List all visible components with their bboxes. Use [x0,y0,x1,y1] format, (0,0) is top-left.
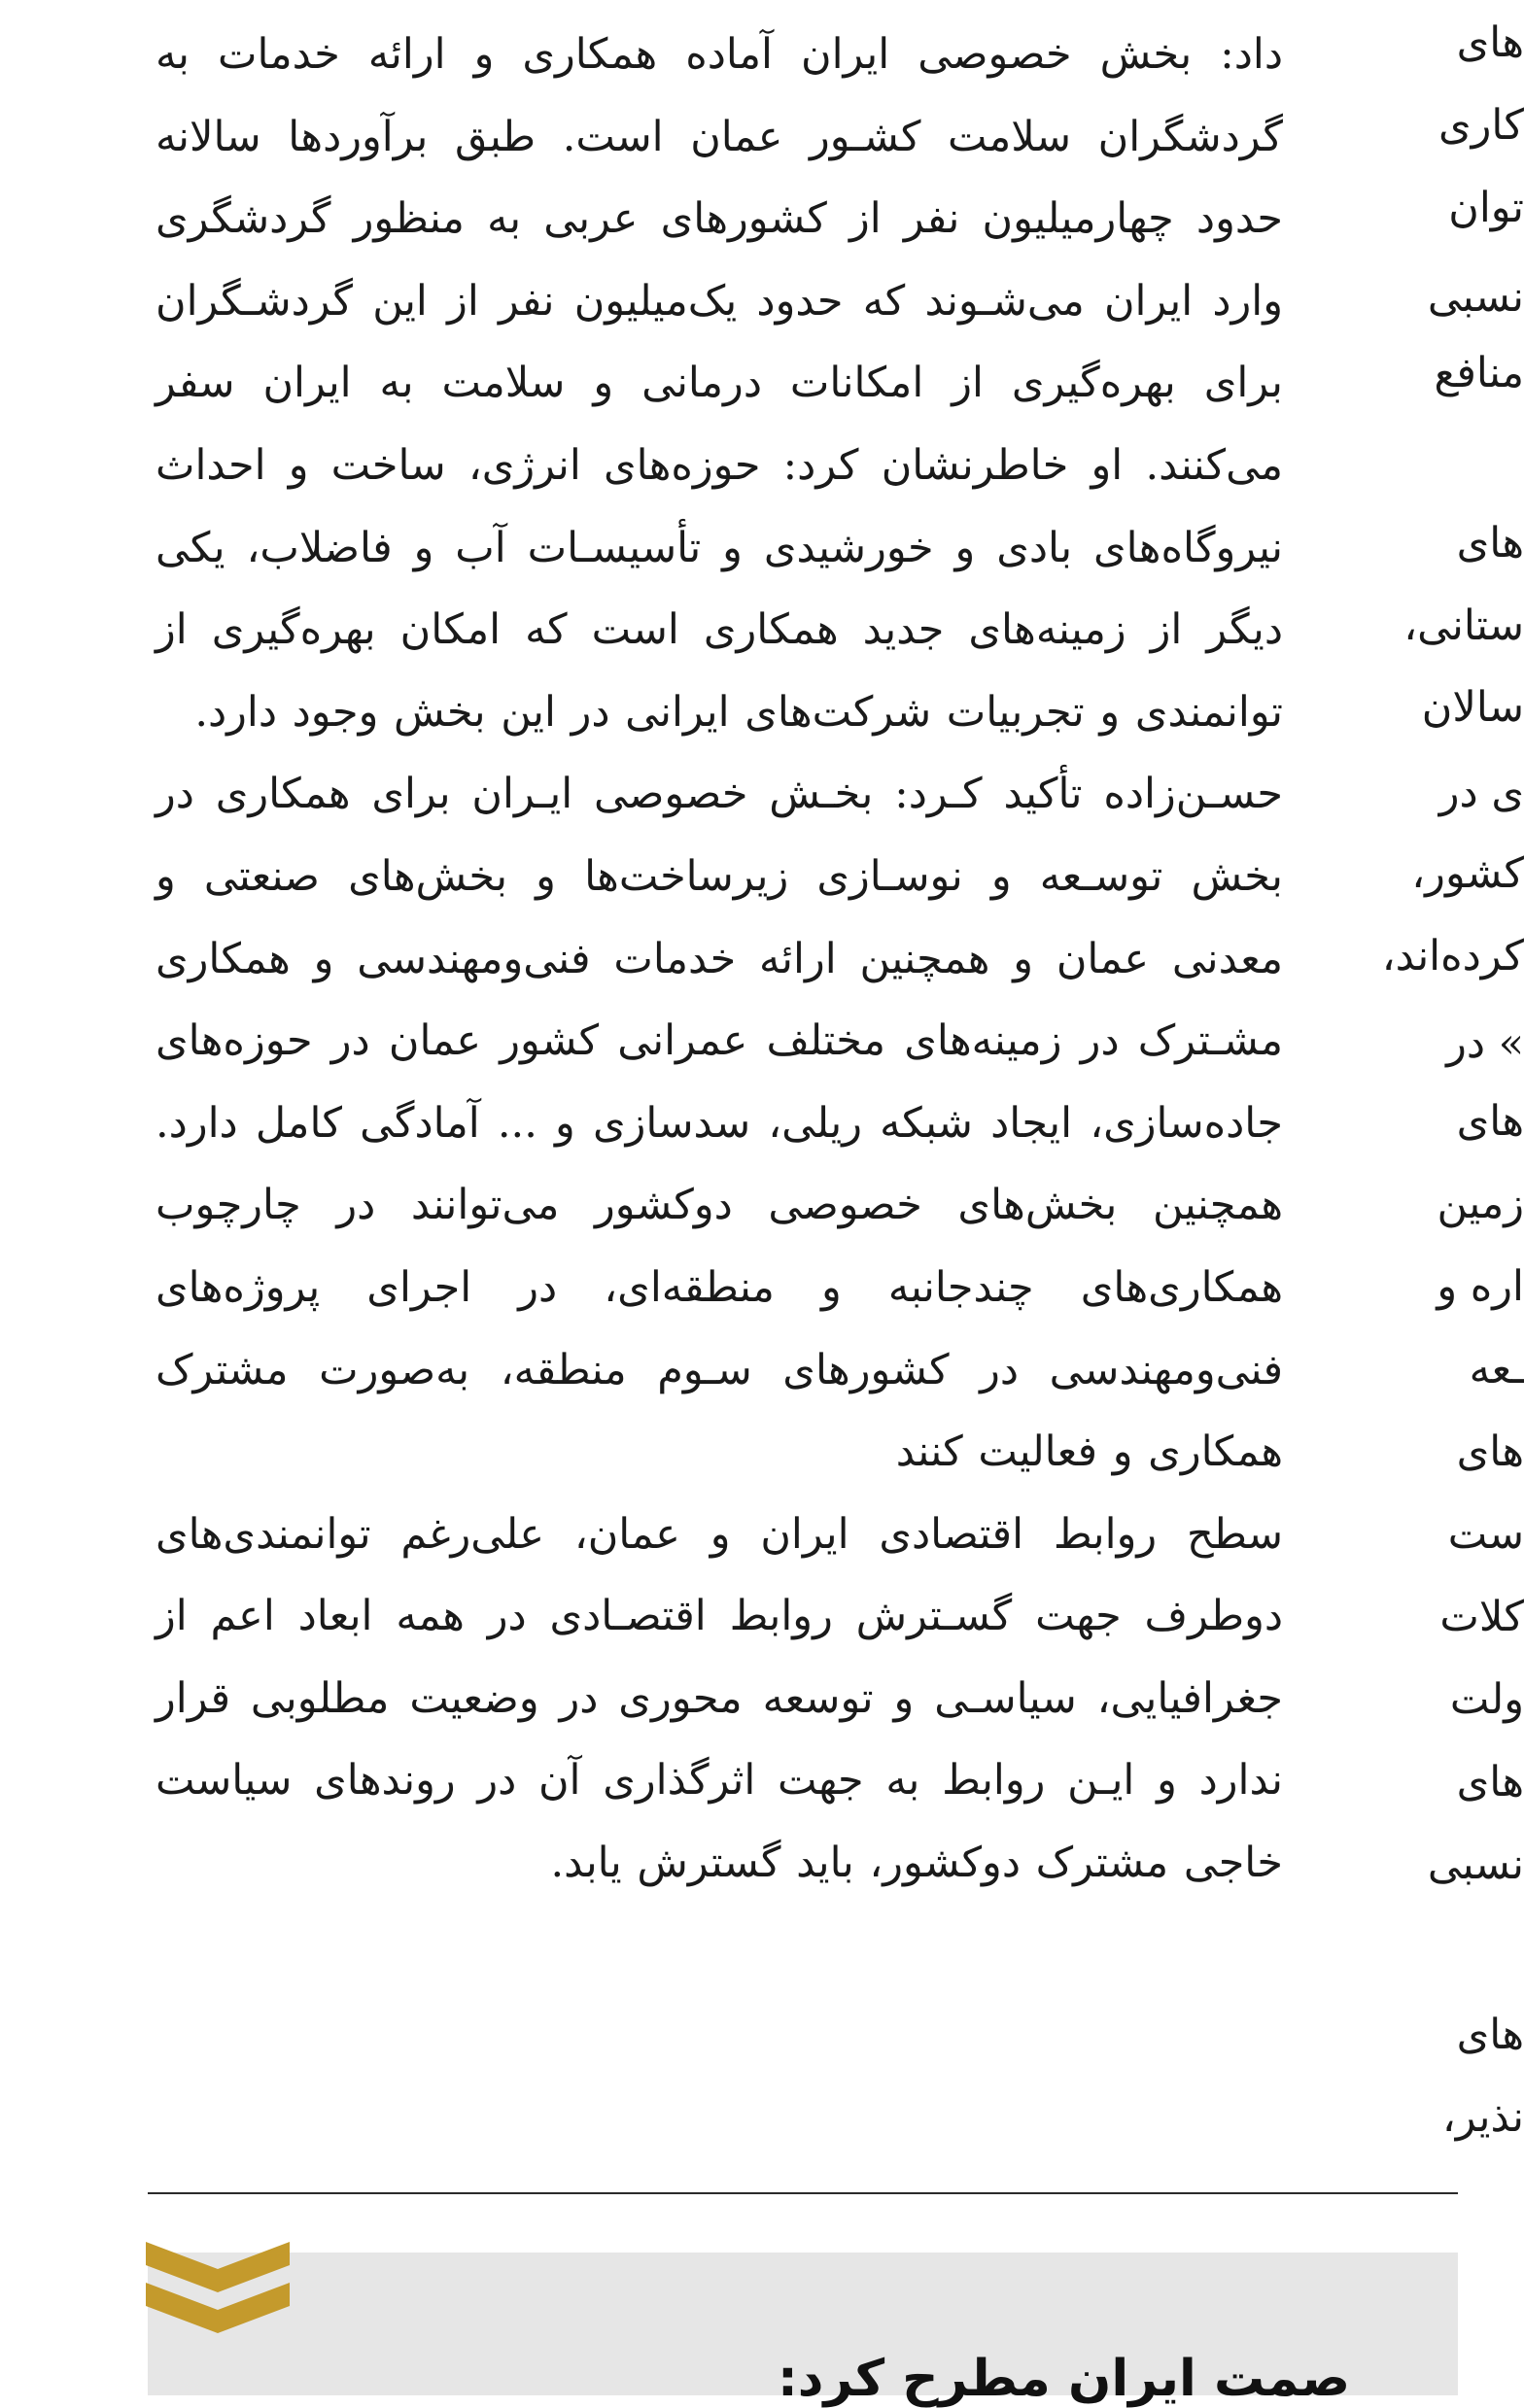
side-line: نسبی [1427,1840,1524,1889]
double-chevron-down-icon [146,2240,290,2337]
side-line: ولت [1449,1675,1524,1724]
side-line: های [1456,519,1524,568]
side-line: های [1456,1758,1524,1806]
side-line: های [1456,1428,1524,1476]
side-line: منافع [1434,349,1524,397]
side-line: ستانی، [1403,602,1524,650]
side-line: نذیر، [1441,2093,1524,2142]
side-line: اره و [1437,1262,1524,1311]
side-line: کشور، [1411,849,1524,898]
side-line: کرده‌اند، [1381,932,1524,980]
side-line: ی در [1438,769,1524,817]
side-line: کاری [1438,101,1524,150]
side-line: های [1456,1097,1524,1146]
side-line: زمین [1437,1180,1524,1228]
main-article-column [156,14,1283,1905]
side-line: » در [1446,1019,1524,1068]
related-article-heading [778,2350,1458,2408]
side-line: های [1456,2011,1524,2059]
paragraph-infrastructure-cooperation: حسـن‌زاده تأکید کـرد: بخـش خصوصی ایـران برای همکاری در بخش توسـعه و نوسـازی زیرساخت‌ها و بخش‌های صنعتی و معدنی عمان و همچنین ارائه خدمات فنی‌ومهندسی و همکاری مشـترک در زمینه‌های مختلف عمرانی کشور عمان در حوزه‌های جاده‌سازی، ایجاد شبکه ریلی، سدسازی و ... آمادگی کامل دارد. همچنین بخش‌های خصوصی دوکشور می‌توانند در چارچوب همکاری‌های چندجانبه و منطقه‌ای، در اجرای پروژه‌های فنی‌ومهندسی در کشورهای سـوم منطقه، به‌صورت مشترک همکاری و فعالیت کنند [156,770,1283,1477]
adjacent-column-cropped [1368,14,1524,2210]
side-line: های [1456,18,1524,67]
side-line: ست [1447,1510,1524,1559]
paragraph-health-tourism: داد: بخش خصوصی ایران آماده همکاری و ارائه خدمات به گردشگران سلامت کشـور عمان است. طبق برآوردها سالانه حدود چهارمیلیون نفر از کشورهای عربی به منظور گردشگری وارد ایران می‌شـوند که حدود یک‌میلیون نفر از این گردشـگران برای بهره‌گیری از امکانات درمانی و سلامت به ایران سفر می‌کنند. او خاطرنشان کرد: حوزه‌های انرژی، ساخت و احداث نیروگاه‌های بادی و خورشیدی و تأسیسـات آب و فاضلاب، یکی دیگر از زمینه‌های جدید همکاری است که امکان بهره‌گیری از توانمندی و تجربیات شرکت‌های ایرانی در این بخش وجود دارد. [156,30,1283,737]
heading-text: صمت ایران مطرح کرد: [778,2350,1351,2408]
section-divider [148,2192,1458,2194]
paragraph-economic-relations: سطح روابط اقتصادی ایران و عمان، علی‌رغم توانمندی‌های دوطرف جهت گسـترش روابط اقتصـادی در همه ابعاد اعم از جغرافیایی، سیاسـی و توسعه محوری در وضعیت مطلوبی قرار ندارد و ایـن روابط به جهت اثرگذاری آن در روندهای سیاست خاجی مشترک دوکشور، باید گسترش یابد. [156,1509,1283,1888]
side-line: کلات [1439,1593,1524,1641]
side-line: نسبی [1427,273,1524,322]
side-line: توان [1448,184,1524,232]
side-line: سالان [1421,683,1524,732]
side-line: ـعه [1469,1345,1524,1393]
